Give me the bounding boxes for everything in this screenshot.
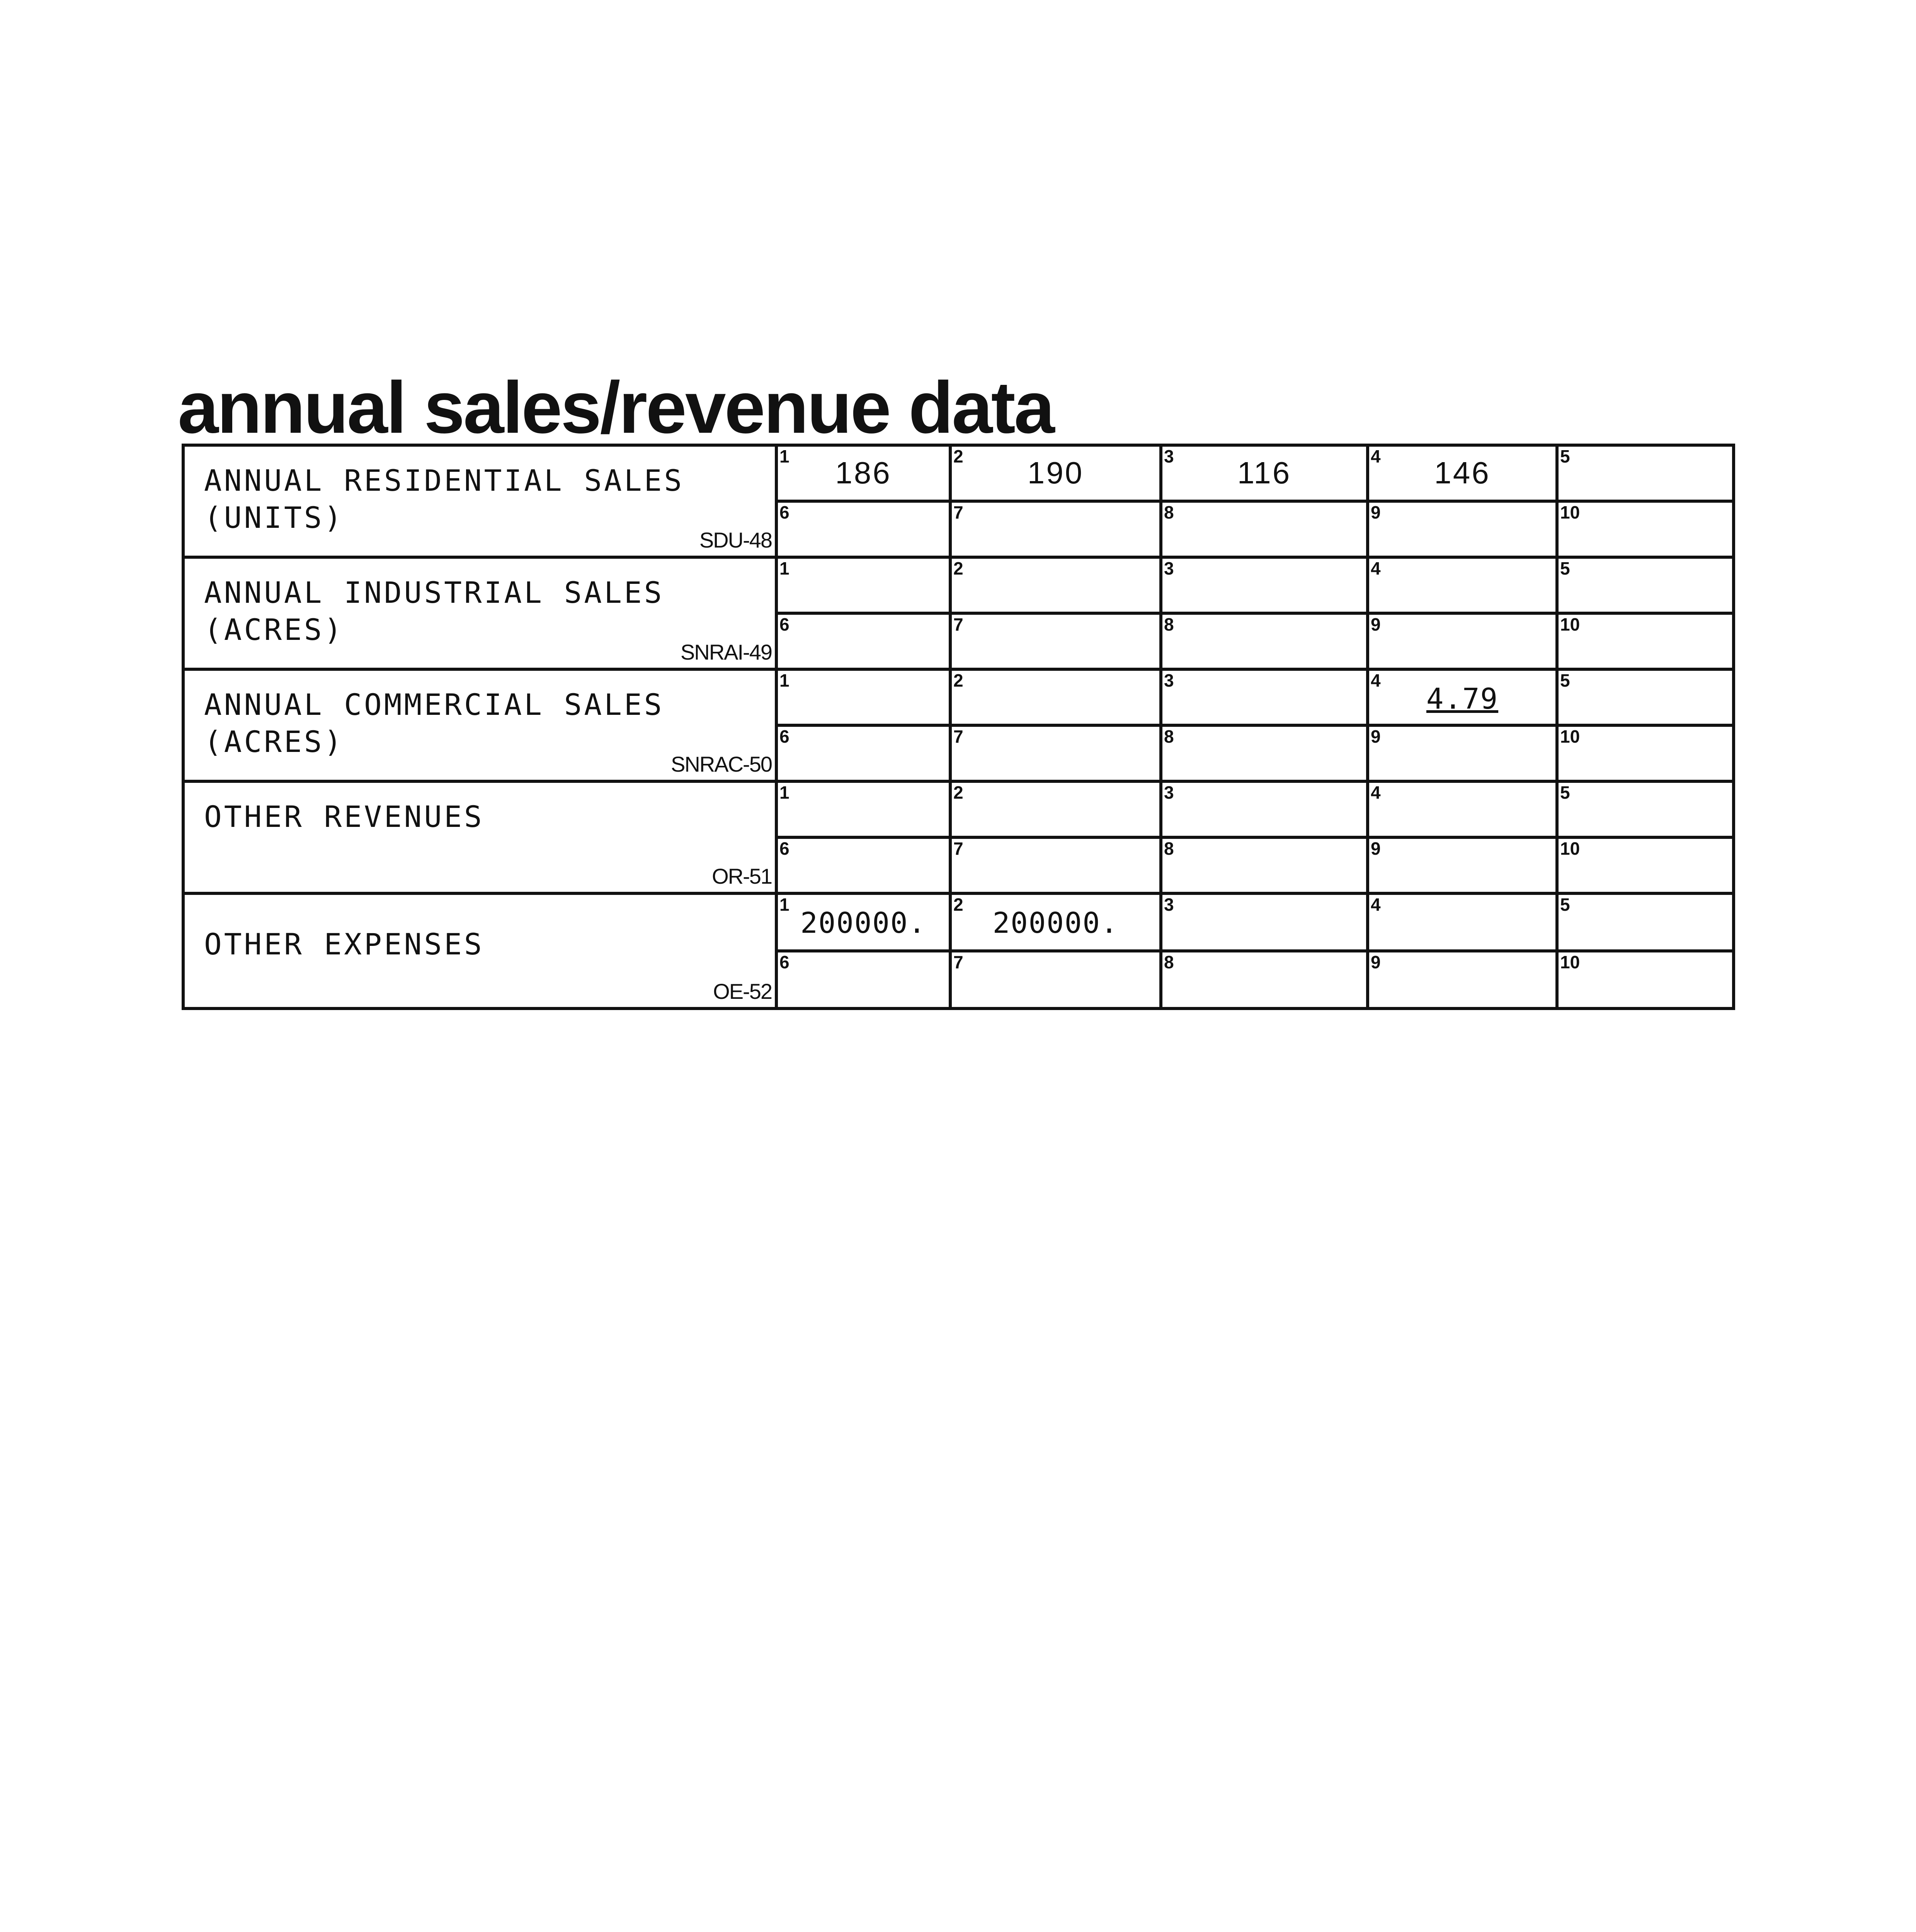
value-cell[interactable] <box>1369 447 1559 500</box>
value-cell[interactable] <box>952 559 1162 612</box>
row-code: SDU-48 <box>699 528 772 552</box>
value-cell[interactable] <box>1369 783 1559 836</box>
value-cell[interactable] <box>1162 559 1369 612</box>
row-code: SNRAI-49 <box>680 640 772 664</box>
cell-number: 3 <box>1164 670 1174 690</box>
cell-number: 9 <box>1371 952 1381 972</box>
value-cell[interactable] <box>778 783 952 836</box>
value-grid <box>778 559 1732 668</box>
row-label-cell <box>185 783 778 892</box>
value-subrow <box>778 671 1732 727</box>
cell-number: 9 <box>1371 614 1381 634</box>
cell-number: 8 <box>1164 614 1174 634</box>
cell-number: 9 <box>1371 838 1381 859</box>
cell-value: 200000. <box>992 906 1119 940</box>
cell-number: 4 <box>1371 446 1381 466</box>
cell-number: 2 <box>953 558 963 578</box>
value-cell[interactable] <box>778 952 952 1007</box>
value-cell[interactable] <box>1369 559 1559 612</box>
value-cell[interactable] <box>1162 503 1369 556</box>
cell-number: 10 <box>1560 502 1580 522</box>
cell-number: 2 <box>953 670 963 690</box>
row-label-line: OTHER EXPENSES <box>204 927 484 961</box>
value-cell[interactable] <box>778 503 952 556</box>
value-grid <box>778 447 1732 556</box>
value-subrow <box>778 447 1732 503</box>
data-entry-form <box>182 444 1735 1010</box>
cell-number: 5 <box>1560 670 1570 690</box>
value-cell[interactable] <box>1559 447 1732 500</box>
value-cell[interactable] <box>778 727 952 780</box>
cell-number: 7 <box>953 614 963 634</box>
cell-value: 190 <box>1027 456 1084 490</box>
row-label-line <box>204 910 775 926</box>
form-row-other-expenses <box>185 895 1732 1007</box>
cell-number: 1 <box>779 558 790 578</box>
value-cell[interactable] <box>952 783 1162 836</box>
value-cell[interactable] <box>952 895 1162 949</box>
value-grid <box>778 895 1732 1007</box>
cell-number: 9 <box>1371 502 1381 522</box>
cell-value: 146 <box>1434 456 1491 490</box>
row-label-cell <box>185 895 778 1007</box>
cell-number: 5 <box>1560 446 1570 466</box>
row-label-line: (ACRES) <box>204 724 344 759</box>
value-cell[interactable] <box>1559 615 1732 668</box>
cell-number: 1 <box>779 446 790 466</box>
value-cell[interactable] <box>1162 615 1369 668</box>
value-subrow <box>778 503 1732 556</box>
cell-value: 116 <box>1237 456 1292 490</box>
cell-number: 7 <box>953 502 963 522</box>
value-subrow <box>778 559 1732 615</box>
value-cell[interactable] <box>1559 895 1732 949</box>
value-cell[interactable] <box>778 671 952 724</box>
row-code: OR-51 <box>712 864 772 888</box>
form-row-commercial-sales <box>185 671 1732 783</box>
row-code: OE-52 <box>713 979 772 1003</box>
cell-number: 4 <box>1371 782 1381 803</box>
value-subrow <box>778 839 1732 892</box>
value-cell[interactable] <box>952 503 1162 556</box>
value-subrow <box>778 615 1732 668</box>
value-subrow <box>778 727 1732 780</box>
form-row-residential-sales <box>185 447 1732 559</box>
cell-number: 10 <box>1560 614 1580 634</box>
value-cell[interactable] <box>778 839 952 892</box>
value-cell[interactable] <box>952 671 1162 724</box>
value-cell[interactable] <box>1162 447 1369 500</box>
cell-number: 4 <box>1371 558 1381 578</box>
form-row-industrial-sales <box>185 559 1732 671</box>
row-label-line: (UNITS) <box>204 500 344 535</box>
value-cell[interactable] <box>1369 952 1559 1007</box>
cell-number: 3 <box>1164 895 1174 915</box>
value-cell[interactable] <box>1162 952 1369 1007</box>
value-cell[interactable] <box>1162 671 1369 724</box>
cell-number: 7 <box>953 726 963 747</box>
value-grid <box>778 783 1732 892</box>
value-cell[interactable] <box>1559 559 1732 612</box>
row-label-line: OTHER REVENUES <box>204 799 484 834</box>
row-label-line: ANNUAL RESIDENTIAL SALES <box>204 463 684 498</box>
page-title: annual sales/revenue data <box>178 367 1053 449</box>
value-cell[interactable] <box>1162 727 1369 780</box>
cell-number: 8 <box>1164 502 1174 522</box>
cell-number: 10 <box>1560 952 1580 972</box>
cell-number: 7 <box>953 838 963 859</box>
value-cell[interactable] <box>1559 671 1732 724</box>
row-label-line: ANNUAL INDUSTRIAL SALES <box>204 575 664 610</box>
value-cell[interactable] <box>1162 839 1369 892</box>
form-row-other-revenues <box>185 783 1732 895</box>
cell-number: 9 <box>1371 726 1381 747</box>
value-cell[interactable] <box>1369 615 1559 668</box>
value-cell[interactable] <box>778 447 952 500</box>
value-cell[interactable] <box>1559 503 1732 556</box>
value-subrow <box>778 783 1732 839</box>
cell-number: 1 <box>779 670 790 690</box>
value-cell[interactable] <box>1162 783 1369 836</box>
cell-number: 3 <box>1164 558 1174 578</box>
cell-value: 200000. <box>800 906 926 940</box>
value-grid <box>778 671 1732 780</box>
row-label-cell <box>185 671 778 780</box>
cell-number: 4 <box>1371 670 1381 690</box>
cell-number: 6 <box>779 838 790 859</box>
cell-number: 8 <box>1164 952 1174 972</box>
cell-number: 10 <box>1560 726 1580 747</box>
value-cell[interactable] <box>1369 503 1559 556</box>
value-cell[interactable] <box>952 952 1162 1007</box>
cell-number: 2 <box>953 446 963 466</box>
value-cell[interactable] <box>1369 839 1559 892</box>
cell-number: 5 <box>1560 558 1570 578</box>
cell-value: 186 <box>835 456 892 490</box>
cell-number: 6 <box>779 614 790 634</box>
value-subrow <box>778 952 1732 1007</box>
cell-number: 2 <box>953 782 963 803</box>
value-cell[interactable] <box>1559 727 1732 780</box>
row-label-line: ANNUAL COMMERCIAL SALES <box>204 687 664 722</box>
cell-number: 8 <box>1164 726 1174 747</box>
cell-value: 4.79 <box>1426 682 1499 716</box>
cell-number: 4 <box>1371 895 1381 915</box>
cell-number: 7 <box>953 952 963 972</box>
value-cell[interactable] <box>1369 671 1559 724</box>
cell-number: 3 <box>1164 782 1174 803</box>
row-label-line: (ACRES) <box>204 612 344 647</box>
cell-number: 8 <box>1164 838 1174 859</box>
cell-number: 1 <box>779 782 790 803</box>
value-cell[interactable] <box>1559 783 1732 836</box>
value-cell[interactable] <box>1559 952 1732 1007</box>
value-subrow <box>778 895 1732 952</box>
row-code: SNRAC-50 <box>671 752 772 776</box>
value-cell[interactable] <box>778 559 952 612</box>
cell-number: 1 <box>779 895 790 915</box>
value-cell[interactable] <box>952 447 1162 500</box>
cell-number: 3 <box>1164 446 1174 466</box>
cell-number: 6 <box>779 952 790 972</box>
value-cell[interactable] <box>1369 895 1559 949</box>
value-cell[interactable] <box>952 727 1162 780</box>
value-cell[interactable] <box>952 839 1162 892</box>
cell-number: 2 <box>953 895 963 915</box>
value-cell[interactable] <box>778 615 952 668</box>
row-label-cell <box>185 447 778 556</box>
cell-number: 10 <box>1560 838 1580 859</box>
cell-number: 5 <box>1560 895 1570 915</box>
value-cell[interactable] <box>1369 727 1559 780</box>
cell-number: 6 <box>779 726 790 747</box>
value-cell[interactable] <box>1559 839 1732 892</box>
cell-number: 6 <box>779 502 790 522</box>
value-cell[interactable] <box>778 895 952 949</box>
cell-number: 5 <box>1560 782 1570 803</box>
value-cell[interactable] <box>952 615 1162 668</box>
value-cell[interactable] <box>1162 895 1369 949</box>
row-label-cell <box>185 559 778 668</box>
